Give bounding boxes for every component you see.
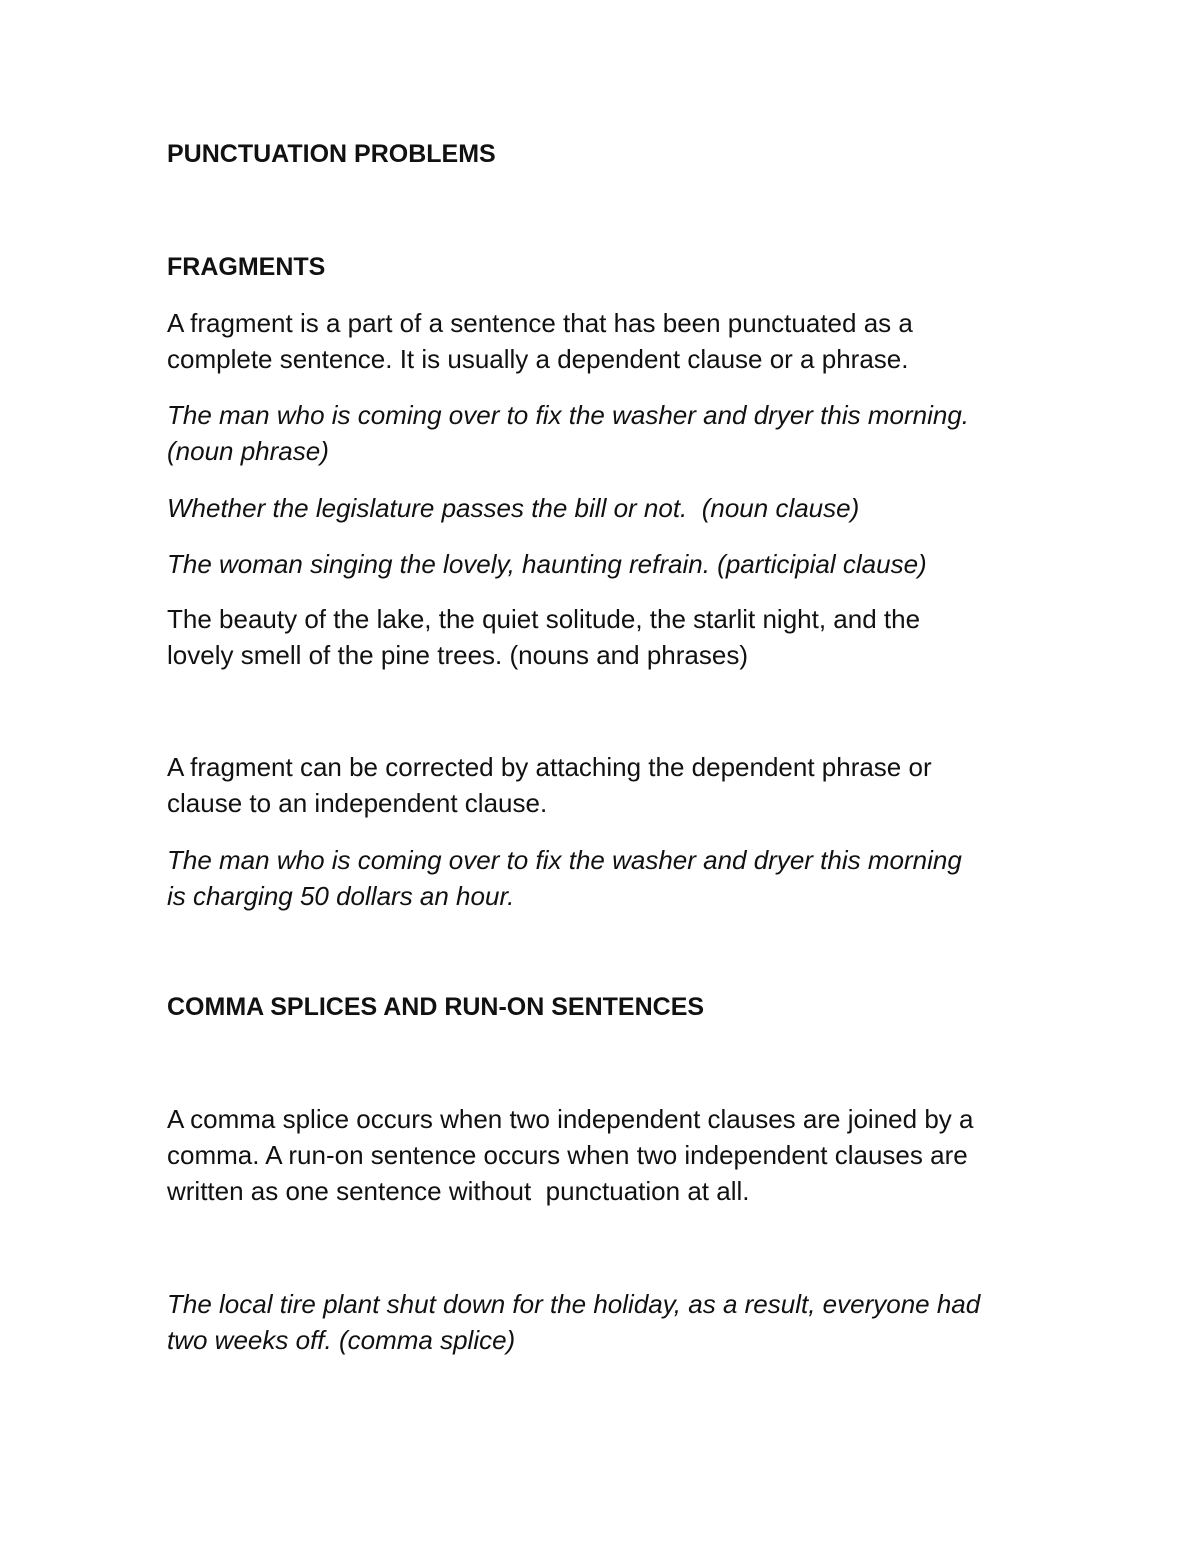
paragraph-line: A fragment is a part of a sentence that has been punctuated as a — [167, 308, 913, 338]
paragraph-line: clause to an independent clause. — [167, 788, 548, 818]
paragraph-line: The beauty of the lake, the quiet solitude, the starlit night, and the — [167, 604, 921, 634]
fragments-heading: FRAGMENTS — [167, 253, 326, 281]
fragment-correction — [167, 749, 1047, 821]
paragraph-line: The man who is coming over to fix the washer and dryer this morning — [167, 845, 962, 875]
paragraph-line: written as one sentence without punctuation at all. — [167, 1176, 750, 1206]
paragraph-line: (noun phrase) — [167, 436, 329, 466]
example-participial-clause — [167, 546, 1047, 582]
correction-example — [167, 842, 1047, 914]
paragraph-line: comma. A run-on sentence occurs when two independent clauses are — [167, 1140, 968, 1170]
example-nouns-and-phrases — [167, 601, 1047, 673]
comma-splices-heading: COMMA SPLICES AND RUN-ON SENTENCES — [167, 993, 705, 1021]
document-title: PUNCTUATION PROBLEMS — [167, 140, 496, 168]
paragraph-line: Whether the legislature passes the bill or not. (noun clause) — [167, 493, 860, 523]
paragraph-line: lovely smell of the pine trees. (nouns and phrases) — [167, 640, 748, 670]
paragraph-line: is charging 50 dollars an hour. — [167, 881, 515, 911]
paragraph-line: two weeks off. (comma splice) — [167, 1325, 516, 1355]
paragraph-line: The local tire plant shut down for the holiday, as a result, everyone had — [167, 1289, 981, 1319]
paragraph-line: complete sentence. It is usually a dependent clause or a phrase. — [167, 344, 909, 374]
comma-splice-definition — [167, 1101, 1047, 1209]
example-noun-clause — [167, 490, 1047, 526]
comma-splice-example — [167, 1286, 1047, 1358]
paragraph-line: A comma splice occurs when two independent clauses are joined by a — [167, 1104, 974, 1134]
paragraph-line: The man who is coming over to fix the washer and dryer this morning. — [167, 400, 970, 430]
paragraph-line: The woman singing the lovely, haunting refrain. (participial clause) — [167, 549, 927, 579]
paragraph-line: A fragment can be corrected by attaching the dependent phrase or — [167, 752, 932, 782]
fragment-definition — [167, 305, 1047, 377]
example-noun-phrase — [167, 397, 1047, 469]
